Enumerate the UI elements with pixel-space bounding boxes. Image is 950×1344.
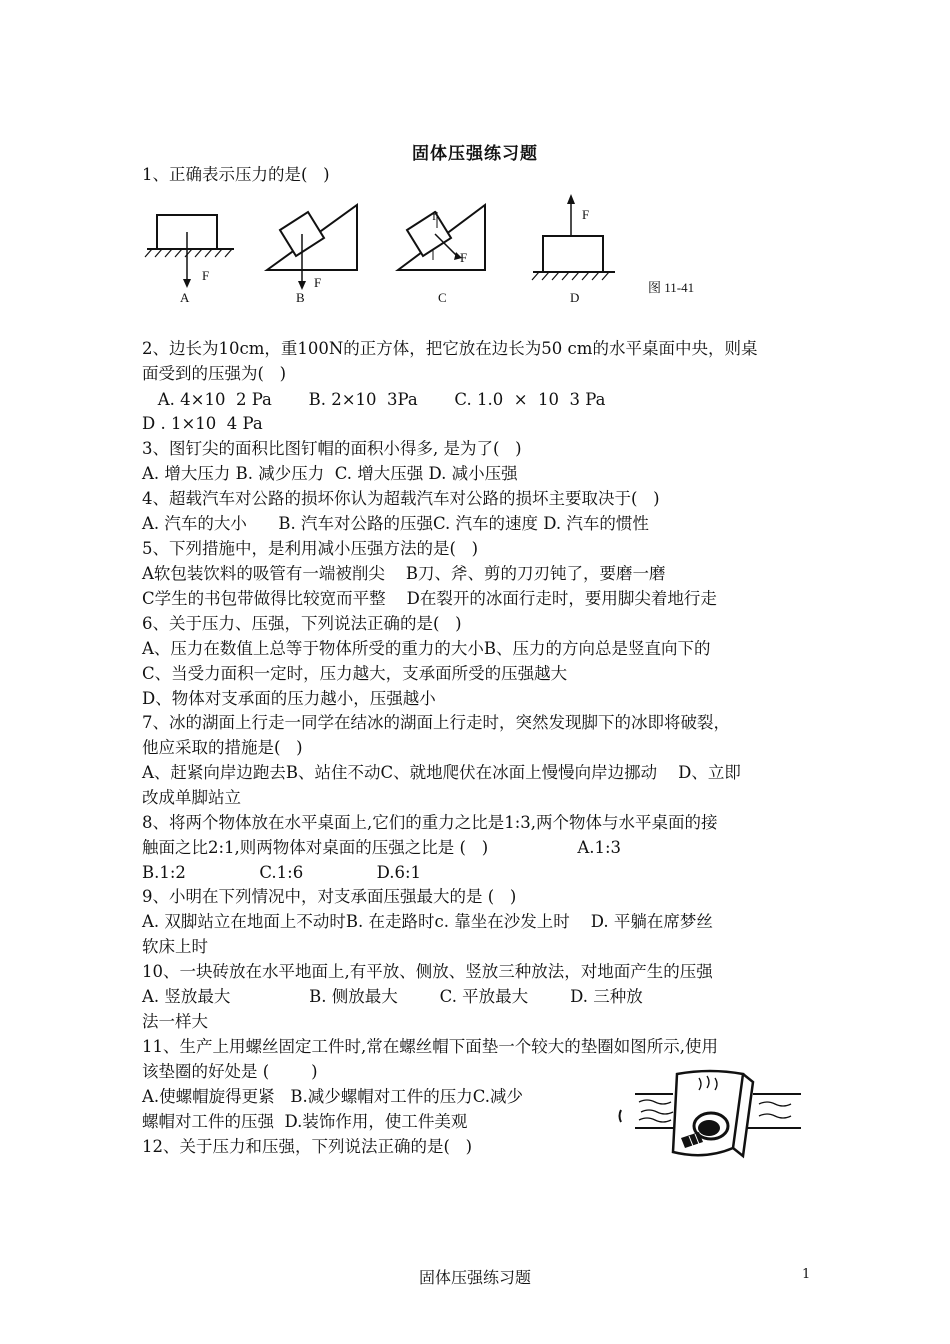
- q7-line-3: A、赶紧向岸边跑去B、站住不动C、就地爬伏在冰面上慢慢向岸边挪动 D、立即: [142, 763, 741, 782]
- q2-line-3: A. 4×10 2 Pa B. 2×10 3Pa C. 1.0 × 10 3 Pa: [142, 390, 606, 409]
- q10-line-1: 10、一块砖放在水平地面上,有平放、侧放、竖放三种放法，对地面产生的压强: [142, 962, 713, 981]
- q3-line-2: A. 增大压力 B. 减少压力 C. 增大压强 D. 减小压强: [142, 464, 518, 483]
- q12-line-1: 12、关于压力和压强，下列说法正确的是( ): [142, 1137, 473, 1156]
- washer-screw-diagram: [615, 1060, 815, 1172]
- q10-line-2: A. 竖放最大 B. 侧放最大 C. 平放最大 D. 三种放: [142, 987, 643, 1006]
- force-label-b: F: [314, 275, 322, 290]
- q6-line-2: A、压力在数值上总等于物体所受的重力的大小B、压力的方向总是竖直向下的: [142, 639, 711, 658]
- q8-line-1: 8、将两个物体放在水平桌面上,它们的重力之比是1:3,两个物体与水平桌面的接: [142, 813, 718, 832]
- page-title: 固体压强练习题: [412, 144, 538, 164]
- q4-line-2: A. 汽车的大小 B. 汽车对公路的压强C. 汽车的速度 D. 汽车的惯性: [142, 514, 649, 533]
- page-number: 1: [802, 1267, 811, 1282]
- q7-line-4: 改成单脚站立: [142, 788, 241, 807]
- q8-line-2: 触面之比2:1,则两物体对桌面的压强之比是 ( ) A.1:3: [142, 838, 622, 857]
- q10-line-3: 法一样大: [142, 1012, 208, 1031]
- figure-caption: 图 11-41: [648, 280, 695, 295]
- q11-line-4: 螺帽对工件的压强 D.装饰作用，使工件美观: [142, 1112, 468, 1131]
- figure-d-label: D: [570, 290, 580, 305]
- q11-line-3: A.使螺帽旋得更紧 B.减少螺帽对工件的压力C.减少: [142, 1087, 524, 1106]
- q8-line-3: B.1:2 C.1:6 D.6:1: [142, 863, 422, 882]
- q7-line-2: 他应采取的措施是( ): [142, 738, 303, 757]
- page-footer: 固体压强练习题: [418, 1268, 531, 1287]
- q2-line-4: D . 1×10 4 Pa: [142, 414, 263, 433]
- q3-line-1: 3、图钉尖的面积比图钉帽的面积小得多, 是为了( ): [142, 439, 522, 458]
- q2-line-1: 2、边长为10cm，重100N的正方体，把它放在边长为50 cm的水平桌面中央，则桌: [142, 339, 758, 358]
- question-1: 1、正确表示压力的是( ): [142, 165, 330, 184]
- q4-line-1: 4、超载汽车对公路的损坏你认为超载汽车对公路的损坏主要取决于( ): [142, 489, 660, 508]
- q9-line-1: 9、小明在下列情况中，对支承面压强最大的是 ( ): [142, 887, 517, 906]
- q11-line-2: 该垫圈的好处是 ( ): [142, 1062, 318, 1081]
- friction-label-c: f: [432, 208, 437, 223]
- q7-line-1: 7、冰的湖面上行走一同学在结冰的湖面上行走时，突然发现脚下的冰即将破裂，: [142, 713, 730, 732]
- q5-line-3: C学生的书包带做得比较宽而平整 D在裂开的冰面行走时，要用脚尖着地行走: [142, 589, 717, 608]
- q11-line-1: 11、生产上用螺丝固定工件时,常在螺丝帽下面垫一个较大的垫圈如图所示,使用: [142, 1037, 718, 1056]
- figure-d-diagram: [525, 190, 625, 290]
- figure-c-label: C: [438, 290, 447, 305]
- q9-line-2: A. 双脚站立在地面上不动时B. 在走路时c. 靠坐在沙发上时 D. 平躺在席梦丝: [142, 912, 713, 931]
- force-label-c: F: [460, 250, 468, 265]
- q6-line-1: 6、关于压力、压强，下列说法正确的是( ): [142, 614, 462, 633]
- figure-a-diagram: [142, 205, 242, 310]
- q5-line-1: 5、下列措施中，是利用减小压强方法的是( ): [142, 539, 479, 558]
- q9-line-3: 软床上时: [142, 937, 208, 956]
- q6-line-4: D、物体对支承面的压力越小，压强越小: [142, 689, 436, 708]
- force-label-d: F: [582, 207, 590, 222]
- q2-line-2: 面受到的压强为( ): [142, 364, 287, 383]
- figure-b-diagram: [262, 200, 362, 310]
- q5-line-2: A软包装饮料的吸管有一端被削尖 B刀、斧、剪的刀刃钝了，要磨一磨: [142, 564, 666, 583]
- force-label-a: F: [202, 268, 210, 283]
- figure-b-label: B: [296, 290, 305, 305]
- figure-a-label: A: [180, 290, 190, 305]
- q6-line-3: C、当受力面积一定时，压力越大，支承面所受的压强越大: [142, 664, 568, 683]
